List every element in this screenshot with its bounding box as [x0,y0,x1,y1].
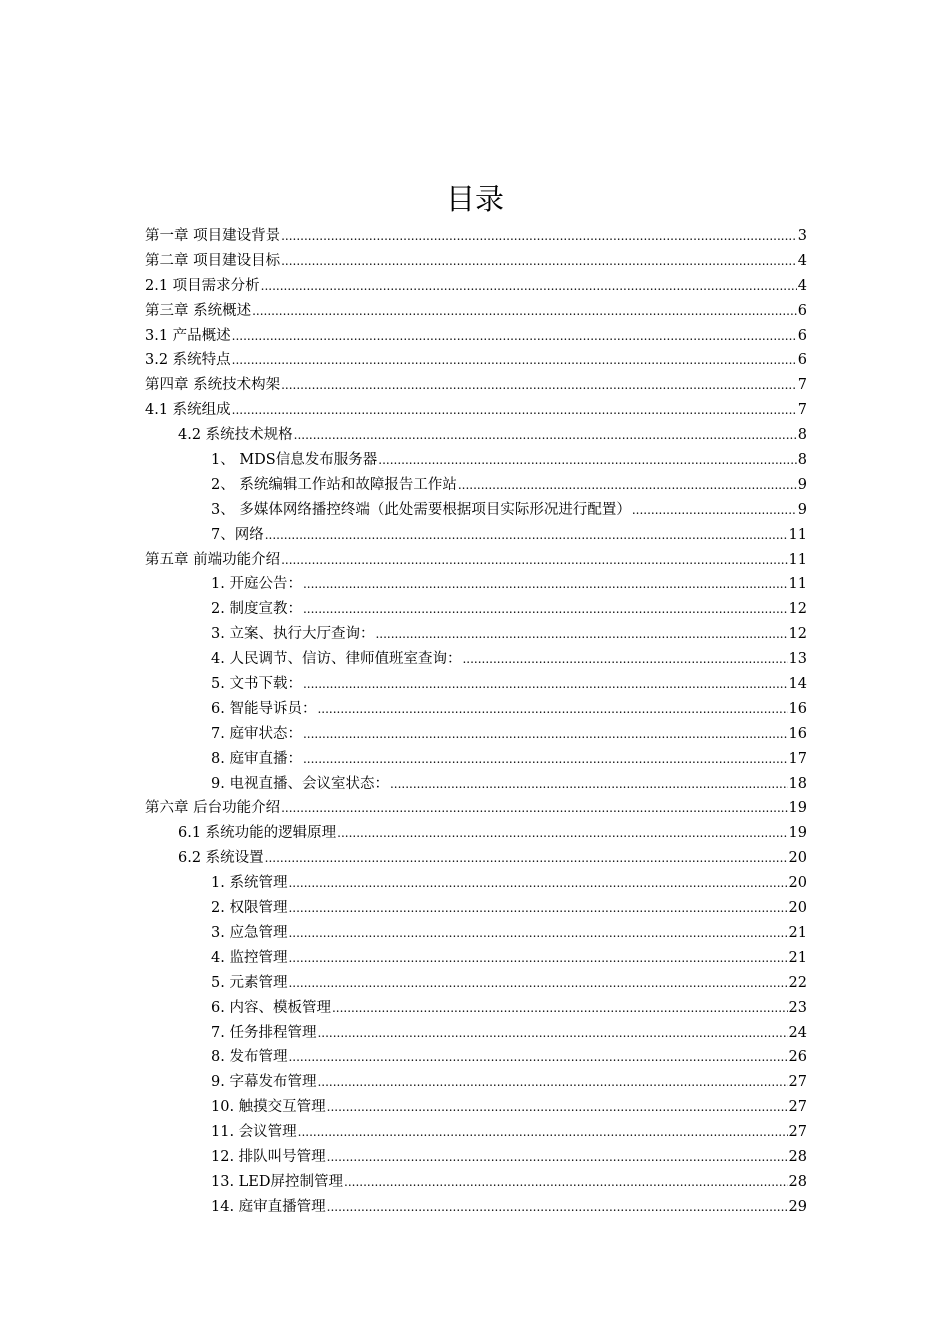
toc-entry-label: 第一章 项目建设背景 [145,228,281,244]
toc-page-number: 20 [788,875,807,892]
table-of-contents [145,224,807,1220]
toc-entry-label: 2、 系统编辑工作站和故障报告工作站 [211,476,457,493]
toc-entry[interactable] [145,1070,807,1095]
toc-entry-label: 2. 制度宣教： [211,601,302,618]
toc-leader [281,800,787,816]
toc-leader [288,1049,787,1065]
toc-page-number: 21 [788,924,807,941]
toc-entry[interactable] [145,896,807,921]
toc-entry-label: 6. 内容、模板管理 [211,999,331,1016]
toc-entry-label: 1、 MDS信息发布服务器 [211,452,378,469]
toc-page-number: 21 [788,949,807,966]
toc-leader [261,278,797,294]
toc-entry[interactable] [145,622,807,647]
page-title: 目录 [445,182,504,216]
toc-leader [303,576,788,592]
toc-page-number: 27 [788,1099,807,1116]
toc-leader [281,552,787,568]
toc-entry[interactable] [145,747,807,772]
toc-page-number: 12 [788,626,807,643]
toc-entry-label: 2.1 项目需求分析 [145,277,260,294]
toc-entry[interactable] [145,1095,807,1120]
toc-page-number: 4 [797,277,807,294]
toc-leader [317,701,787,717]
toc-entry[interactable] [145,299,807,324]
toc-page-number: 7 [797,402,807,419]
toc-entry-label: 4. 监控管理 [211,949,288,966]
toc-page-number: 29 [788,1198,807,1215]
toc-entry[interactable] [145,1170,807,1195]
toc-page-number: 23 [788,999,807,1016]
toc-leader [390,776,788,792]
toc-entry[interactable] [145,324,807,349]
toc-entry[interactable] [145,473,807,498]
toc-entry-label: 13. LED屏控制管理 [211,1173,344,1190]
toc-entry[interactable] [145,971,807,996]
toc-page-number: 22 [788,974,807,991]
toc-entry[interactable] [145,1045,807,1070]
toc-entry[interactable] [145,697,807,722]
toc-page-number: 6 [797,352,807,369]
toc-entry[interactable] [145,373,807,398]
toc-entry[interactable] [145,846,807,871]
toc-entry[interactable] [145,722,807,747]
toc-entry[interactable] [145,946,807,971]
toc-leader [288,900,787,916]
toc-leader [281,228,797,244]
toc-entry-label: 3. 应急管理 [211,924,288,941]
toc-entry[interactable] [145,1120,807,1145]
toc-entry[interactable] [145,448,807,473]
toc-entry-label: 3、 多媒体网络播控终端（此处需要根据项目实际形况进行配置） [211,501,631,518]
toc-leader [458,477,797,493]
toc-entry[interactable] [145,871,807,896]
toc-leader [288,925,787,941]
toc-entry[interactable] [145,921,807,946]
toc-entry[interactable] [145,274,807,299]
toc-entry-label: 第五章 前端功能介绍 [145,551,281,568]
toc-entry-label: 4.1 系统组成 [145,402,231,419]
toc-entry[interactable] [145,548,807,573]
toc-entry-label: 第四章 系统技术构架 [145,377,281,394]
toc-entry-label: 8. 发布管理 [211,1049,288,1066]
toc-leader [288,975,787,991]
toc-entry-label: 3.1 产品概述 [145,327,231,344]
toc-page-number: 8 [797,427,807,444]
toc-entry-label: 7、网络 [211,526,264,543]
toc-leader [378,452,797,468]
toc-entry[interactable] [145,398,807,423]
toc-entry[interactable] [145,996,807,1021]
toc-leader [332,1000,788,1016]
toc-page-number: 24 [788,1024,807,1041]
toc-page-number: 11 [788,551,807,568]
toc-leader [288,950,787,966]
toc-leader [298,1124,788,1140]
toc-entry[interactable] [145,647,807,672]
toc-page-number: 16 [788,725,807,742]
toc-entry[interactable] [145,1195,807,1220]
toc-entry-label: 第六章 后台功能介绍 [145,800,281,817]
toc-entry[interactable] [145,772,807,797]
toc-entry-label: 4. 人民调节、信访、律师值班室查询： [211,651,462,668]
toc-page-number: 28 [788,1173,807,1190]
toc-leader [303,601,788,617]
toc-entry-label: 5. 文书下载： [211,676,302,693]
toc-entry-label: 14. 庭审直播管理 [211,1198,326,1215]
toc-leader [303,751,788,767]
toc-leader [344,1174,788,1190]
toc-leader [281,253,797,269]
toc-page-number: 4 [797,252,807,269]
toc-page-number: 18 [788,775,807,792]
toc-page-number: 26 [788,1049,807,1066]
toc-entry[interactable] [145,821,807,846]
toc-leader [281,377,797,393]
toc-entry-label: 4.2 系统技术规格 [178,427,293,444]
toc-page-number: 27 [788,1124,807,1141]
toc-leader [232,328,797,344]
toc-entry[interactable] [145,498,807,523]
toc-entry[interactable] [145,796,807,821]
toc-entry[interactable] [145,423,807,448]
toc-page-number: 27 [788,1074,807,1091]
toc-page-number: 11 [788,526,807,543]
toc-page-number: 12 [788,601,807,618]
toc-leader [252,303,797,319]
toc-page-number: 20 [788,900,807,917]
toc-leader [337,825,787,841]
toc-entry[interactable] [145,348,807,373]
toc-page-number: 11 [788,576,807,593]
toc-leader [265,527,788,543]
toc-entry-label: 第三章 系统概述 [145,302,252,319]
toc-page-number: 9 [797,501,807,518]
toc-entry-label: 11. 会议管理 [211,1124,297,1141]
toc-entry[interactable] [145,224,807,249]
toc-page-number: 7 [797,377,807,394]
toc-page-number: 19 [788,800,807,817]
toc-leader [462,651,787,667]
toc-entry-label: 7. 任务排程管理 [211,1024,317,1041]
toc-entry-label: 1. 开庭公告： [211,576,302,593]
toc-page-number: 14 [788,676,807,693]
toc-entry-label: 9. 电视直播、会议室状态： [211,775,389,792]
toc-page-number: 19 [788,825,807,842]
toc-leader [294,427,797,443]
toc-page-number: 8 [797,452,807,469]
toc-leader [303,676,788,692]
toc-entry-label: 10. 触摸交互管理 [211,1099,326,1116]
toc-leader [317,1025,787,1041]
toc-page-number: 17 [788,750,807,767]
toc-page-number: 13 [788,651,807,668]
toc-entry-label: 7. 庭审状态： [211,725,302,742]
toc-page-number: 3 [797,228,807,244]
toc-leader [632,502,797,518]
toc-entry-label: 6.2 系统设置 [178,850,264,867]
toc-page-number: 6 [797,302,807,319]
toc-entry[interactable] [145,249,807,274]
toc-entry-label: 6. 智能导诉员： [211,700,317,717]
toc-leader [232,352,797,368]
toc-leader [327,1099,788,1115]
toc-entry-label: 6.1 系统功能的逻辑原理 [178,825,337,842]
toc-entry-label: 3.2 系统特点 [145,352,231,369]
toc-entry-label: 9. 字幕发布管理 [211,1074,317,1091]
toc-leader [327,1199,788,1215]
toc-page-number: 16 [788,700,807,717]
toc-leader [303,726,788,742]
toc-leader [288,875,787,891]
toc-leader [327,1149,788,1165]
toc-entry-label: 8. 庭审直播： [211,750,302,767]
toc-page-number: 9 [797,476,807,493]
toc-leader [375,626,787,642]
toc-entry[interactable] [145,1021,807,1046]
toc-entry[interactable] [145,572,807,597]
toc-entry-label: 第二章 项目建设目标 [145,252,281,269]
toc-entry[interactable] [145,597,807,622]
toc-entry[interactable] [145,1145,807,1170]
toc-entry-label: 1. 系统管理 [211,875,288,892]
toc-entry-label: 3. 立案、执行大厅查询： [211,626,375,643]
toc-entry[interactable] [145,523,807,548]
toc-entry-label: 12. 排队叫号管理 [211,1148,326,1165]
toc-entry-label: 2. 权限管理 [211,900,288,917]
toc-entry-label: 5. 元素管理 [211,974,288,991]
toc-leader [317,1074,787,1090]
toc-page-number: 6 [797,327,807,344]
toc-leader [232,402,797,418]
toc-leader [265,850,788,866]
toc-entry[interactable] [145,672,807,697]
toc-page-number: 20 [788,850,807,867]
toc-page-number: 28 [788,1148,807,1165]
